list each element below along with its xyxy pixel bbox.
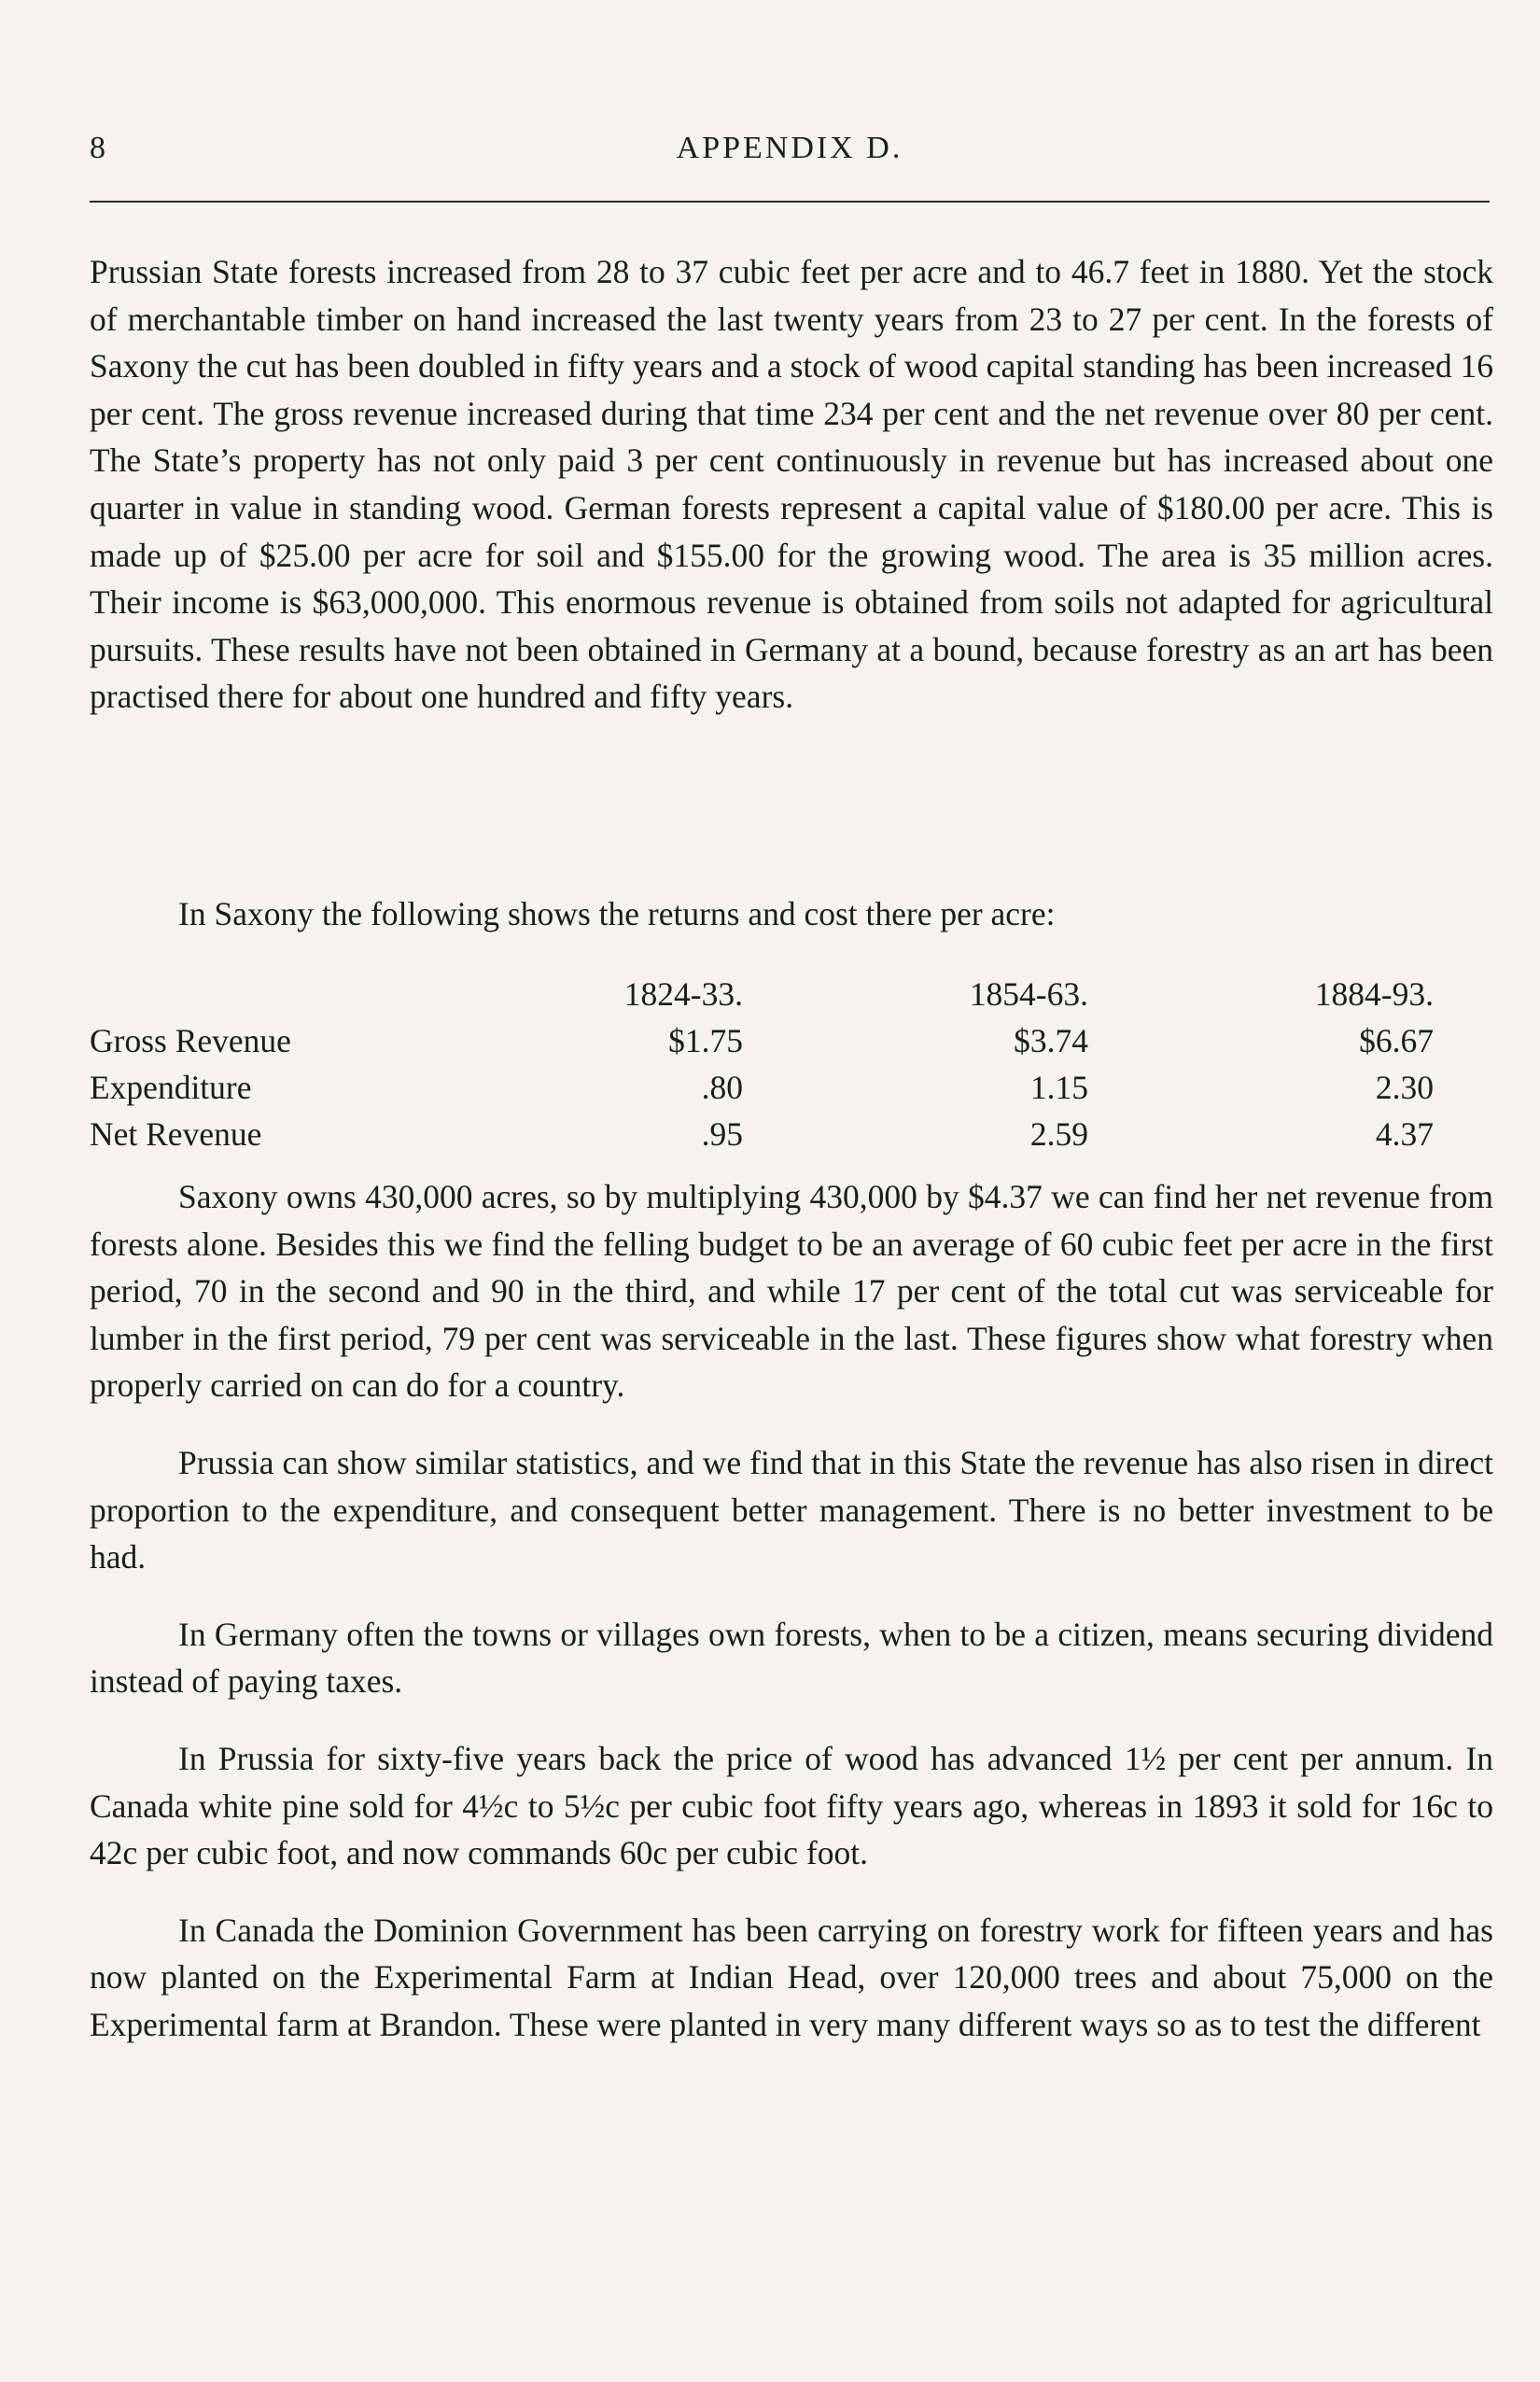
row-label: Expenditure (90, 1069, 252, 1106)
table-cell: 2.59 (1029, 1115, 1088, 1153)
row-label: Gross Revenue (90, 1022, 291, 1059)
page-number: 8 (90, 131, 106, 165)
page-header (90, 131, 1490, 187)
table-row (90, 1064, 1434, 1111)
table-column-header: 1884-93. (1314, 975, 1434, 1013)
table-cell: $3.74 (1014, 1022, 1088, 1059)
table-row (90, 1111, 1434, 1157)
table-header-empty (90, 971, 500, 1017)
paragraph: Prussian State forests increased from 28 to 37 cubic feet per acre and to 46.7 feet in 1880. Yet the stock of merchantable timber on hand increased the last twenty years from 23 to 27 per cent. In the forests of Saxony the cut has been doubled in fifty years and a stock of wood capital standing has been increased 16 per cent. The gross revenue increased during that time 234 per cent and the net revenue over 80 per cent. The State’s property has not only paid 3 per cent continuously in revenue but has increased about one quarter in value in standing wood. German forests represent a capital value of $180.00 per acre. This is made up of $25.00 per acre for soil and $155.00 for the growing wood. The area is 35 million acres. Their income is $63,000,000. This enormous revenue is obtained from soils not adapted for agricultural pursuits. These results have not been obtained in Germany at a bound, because forestry as an art has been practised there for about one hundred and fifty years. (90, 253, 1493, 716)
table-cell: 2.30 (1375, 1069, 1434, 1106)
body-text-top (90, 248, 1493, 721)
paragraph: In Prussia for sixty-five years back the price of wood has advanced 1½ per cent per annum. In Canada white pine sold for 4½c to 5½c per cubic foot fifty years ago, whereas in 1893 it sold for 16c to 42c per cubic foot, and now commands 60c per cubic foot. (90, 1739, 1493, 1872)
table-cell: .80 (701, 1069, 743, 1106)
table-intro: In Saxony the following shows the returns and cost there per acre: (178, 895, 1056, 932)
body-text-bottom (90, 1173, 1493, 2049)
table-cell: .95 (701, 1115, 743, 1153)
table-cell: $6.67 (1359, 1022, 1434, 1059)
paragraph: Prussia can show similar statistics, and we find that in this State the revenue has also risen in direct proportion to the expenditure, and consequent better management. There is no better investment to be had. (90, 1443, 1493, 1576)
table-cell: 1.15 (1029, 1069, 1088, 1106)
table-row (90, 1017, 1434, 1064)
table-header-row (90, 971, 1434, 1017)
returns-table (90, 971, 1434, 1157)
table-column-header: 1824-33. (623, 975, 743, 1013)
paragraph: In Canada the Dominion Government has been carrying on forestry work for fifteen years and has now planted on the Experimental Farm at Indian Head, over 120,000 trees and about 75,000 on the Experimental farm at Brandon. These were planted in very many different ways so as to test the different (90, 1911, 1493, 2043)
row-label: Net Revenue (90, 1115, 262, 1153)
header-rule (90, 201, 1490, 203)
table-column-header: 1854-63. (969, 975, 1088, 1013)
table-cell: $1.75 (668, 1022, 743, 1059)
running-head: APPENDIX D. (676, 131, 903, 165)
paragraph: Saxony owns 430,000 acres, so by multiplying 430,000 by $4.37 we can find her net revenue from forests alone. Besides this we find the felling budget to be an average of 60 cubic feet per acre in the first period, 70 in the second and 90 in the third, and while 17 per cent of the total cut was serviceable for lumber in the first period, 79 per cent was serviceable in the last. These figures show what forestry when properly carried on can do for a country. (90, 1178, 1493, 1405)
table-cell: 4.37 (1375, 1115, 1434, 1153)
paragraph: In Germany often the towns or villages own forests, when to be a citizen, means securing dividend instead of paying taxes. (90, 1615, 1493, 1701)
